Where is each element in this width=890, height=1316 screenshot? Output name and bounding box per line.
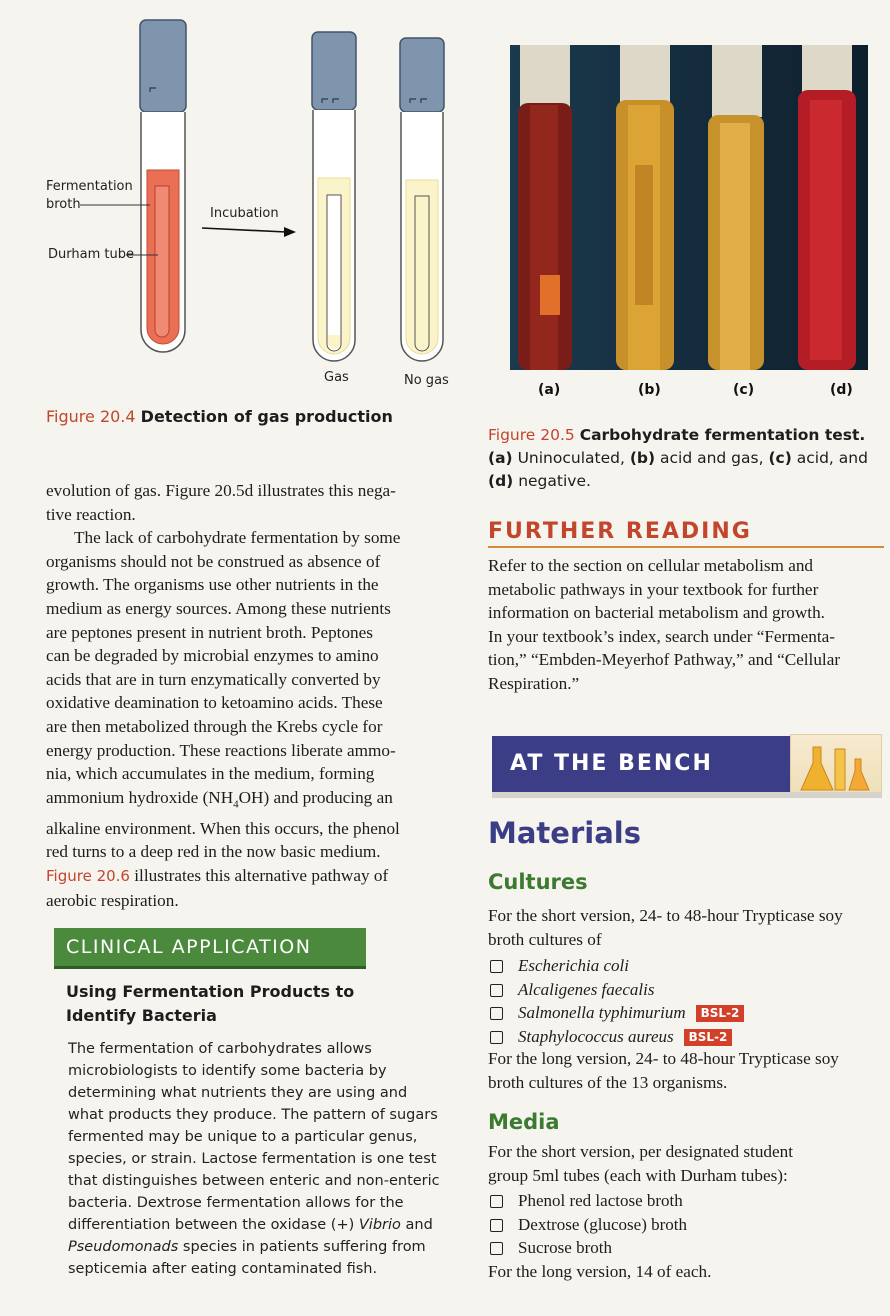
tube-gas xyxy=(312,32,356,361)
label-fermentation-broth: Fermentation broth xyxy=(46,179,133,212)
further-reading-text: Refer to the section on cellular metabolism and metabolic pathways in your textbook for further information on bacterial metabolism and growth. In your textbook’s index, search under “Fermenta- tion,” “Embden-Meyerhof Pathway,” and “Cellular Respiration.” xyxy=(488,556,841,693)
checkbox-icon[interactable] xyxy=(490,1007,503,1020)
clinical-heading: Using Fermentation Products to Identify Bacteria xyxy=(66,982,355,1025)
photo-tube-c xyxy=(708,45,764,370)
label-durham-tube: Durham tube xyxy=(48,247,134,262)
further-reading-rule xyxy=(488,546,884,548)
checkbox-icon[interactable] xyxy=(490,1219,503,1232)
bench-banner-shadow xyxy=(492,792,882,798)
figure-title: Detection of gas production xyxy=(140,407,393,426)
list-item: Salmonella typhimurium BSL-2 xyxy=(488,1001,884,1025)
materials-heading: Materials xyxy=(488,816,641,850)
tube-before-incubation xyxy=(140,20,186,352)
figure-20-5-photo xyxy=(510,45,868,370)
list-item: Sucrose broth xyxy=(488,1236,884,1260)
lab-glassware-icon xyxy=(790,734,882,796)
checkbox-icon[interactable] xyxy=(490,1195,503,1208)
media-heading: Media xyxy=(488,1110,560,1134)
nh4oh-line: ammonium hydroxide $(NH_4OH)$ and producing an xyxy=(46,787,393,811)
media-intro: For the short version, per designated student group 5ml tubes (each with Durham tubes): xyxy=(488,1142,794,1185)
label-no-gas: No gas xyxy=(404,373,449,388)
cultures-heading: Cultures xyxy=(488,870,588,894)
cultures-list xyxy=(488,954,884,1048)
clinical-application-box xyxy=(54,968,464,1298)
checkbox-icon[interactable] xyxy=(490,960,503,973)
media-long: For the long version, 14 of each. xyxy=(488,1262,712,1281)
checkbox-icon[interactable] xyxy=(490,1031,503,1044)
photo-label-b: (b) xyxy=(638,382,661,398)
photo-tube-d xyxy=(798,45,856,370)
checkbox-icon[interactable] xyxy=(490,1242,503,1255)
photo-tube-b xyxy=(616,45,674,370)
list-item: Dextrose (glucose) broth xyxy=(488,1213,884,1237)
body-text-left: evolution of gas. Figure 20.5d illustrates this nega- tive reaction. The lack of carbohydrate fermentation by some organisms should not be construed as absence of growth. The organisms use other nutrients in the medium as energy sources. Among these nutrients are peptones present in nutrient broth. Peptones can be degraded by microbial enzymes to amino acids that are in turn enzymatically converted by oxidative deamination to ketoamino acids. These are then metabolized through the Krebs cycle for energy production. These reactions liberate ammo- nia, which accumulates in the medium, forming ammonium hydroxide $(NH_4OH)$ and producing an alkaline environment. When this occurs, the phenol red turns to a deep red in the now basic medium. Figure 20.6 illustrates this alternative pathway of aerobic respiration. xyxy=(46,479,466,912)
tube-no-gas xyxy=(400,38,444,361)
further-reading-heading: FURTHER READING xyxy=(488,519,752,544)
clinical-text: The fermentation of carbohydrates allows microbiologists to identify some bacteria by determining what nutrients they are using and what products they produce. The pattern of sugars fermented may be unique to a particular genus, species, or strain. Lactose fermentation is one test that distinguishes between enteric and non-enteric bacteria. Dextrose fermentation allows for the differentiation between the oxidase (+) Vibrio and Pseudomonads species in patients suffering from septicemia after eating contaminated fish. xyxy=(68,1041,440,1277)
figure-20-4-caption xyxy=(46,407,393,426)
clinical-application-banner: CLINICAL APPLICATION xyxy=(54,928,366,969)
label-gas: Gas xyxy=(324,370,349,385)
cultures-long: For the long version, 24- to 48-hour Trypticase soy broth cultures of the 13 organisms. xyxy=(488,1049,839,1092)
photo-tube-a xyxy=(518,45,572,370)
cultures-intro: For the short version, 24- to 48-hour Trypticase soy broth cultures of xyxy=(488,906,843,949)
checkbox-icon[interactable] xyxy=(490,984,503,997)
figure-number: Figure 20.4 xyxy=(46,407,136,426)
photo-label-a: (a) xyxy=(538,382,561,398)
at-the-bench-banner: AT THE BENCH xyxy=(492,736,810,792)
photo-label-d: (d) xyxy=(830,382,853,398)
photo-label-c: (c) xyxy=(733,382,755,398)
figure-20-5-caption: Figure 20.5 Carbohydrate fermentation test. (a) Uninoculated, (b) acid and gas, (c) acid, and (d) negative. xyxy=(488,426,868,490)
label-incubation: Incubation xyxy=(210,206,279,221)
list-item: Phenol red lactose broth xyxy=(488,1189,884,1213)
bsl-badge: BSL-2 xyxy=(696,1005,745,1022)
media-list xyxy=(488,1189,884,1260)
list-item: Escherichia coli xyxy=(488,954,884,978)
figure-20-6-link[interactable]: Figure 20.6 xyxy=(46,866,130,885)
list-item: Staphylococcus aureus BSL-2 xyxy=(488,1025,884,1049)
list-item: Alcaligenes faecalis xyxy=(488,978,884,1002)
bsl-badge: BSL-2 xyxy=(684,1029,733,1046)
